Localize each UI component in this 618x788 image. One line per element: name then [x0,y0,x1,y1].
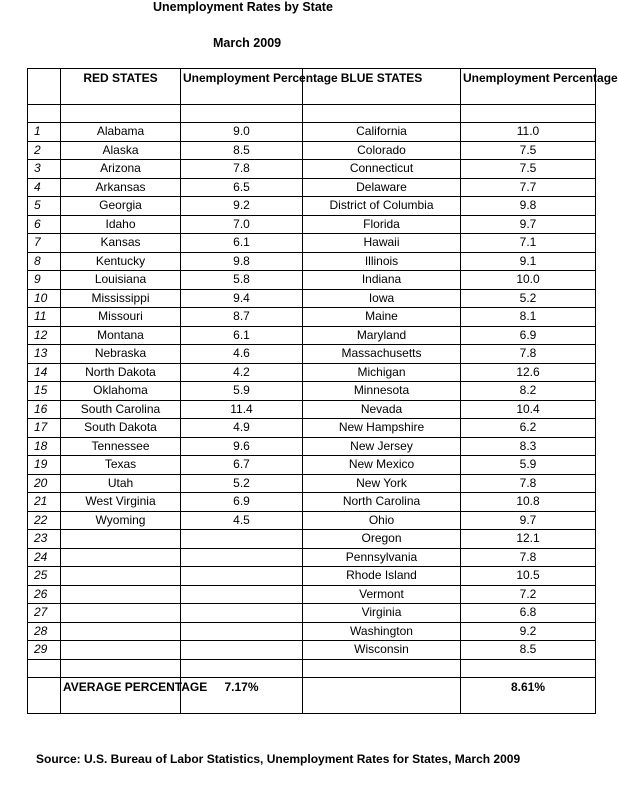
blue-state-rate: 11.0 [461,123,596,142]
table-row [28,585,596,604]
blue-state-name: Rhode Island [303,567,461,586]
red-state-name: North Dakota [61,363,181,382]
table-row [28,308,596,327]
red-state-name: Arizona [61,160,181,179]
row-number: 28 [28,622,61,641]
red-state-name: Kentucky [61,252,181,271]
red-state-name: Georgia [61,197,181,216]
blue-state-name: New Jersey [303,437,461,456]
row-number: 11 [28,308,61,327]
table-row [28,493,596,512]
red-state-rate: 9.8 [181,252,303,271]
table-row [28,141,596,160]
average-num [28,677,61,713]
table-row [28,567,596,586]
row-number: 26 [28,585,61,604]
red-state-name: Idaho [61,215,181,234]
table-row [28,400,596,419]
blue-state-rate: 5.9 [461,456,596,475]
header-red-pct: Unemployment Percentage [181,69,303,105]
blue-state-rate: 8.2 [461,382,596,401]
blue-state-name: Maryland [303,326,461,345]
row-number: 7 [28,234,61,253]
row-number: 8 [28,252,61,271]
table-row [28,215,596,234]
blue-state-rate: 7.2 [461,585,596,604]
blue-state-name: Illinois [303,252,461,271]
blue-state-rate: 7.8 [461,548,596,567]
red-state-rate: 8.5 [181,141,303,160]
red-state-name: South Carolina [61,400,181,419]
header-row [28,69,596,105]
table-row [28,456,596,475]
red-state-rate: 4.6 [181,345,303,364]
blue-state-rate: 7.8 [461,474,596,493]
blue-state-rate: 7.5 [461,160,596,179]
red-state-name: Utah [61,474,181,493]
average-blue-label [303,677,461,713]
row-number: 10 [28,289,61,308]
red-state-rate: 4.2 [181,363,303,382]
blue-state-name: Maine [303,308,461,327]
blue-state-name: Iowa [303,289,461,308]
red-state-name [61,567,181,586]
table-row [28,345,596,364]
table-row [28,160,596,179]
row-number: 27 [28,604,61,623]
table-row [28,234,596,253]
red-state-rate: 6.1 [181,234,303,253]
table-row [28,252,596,271]
table-row [28,382,596,401]
table-row [28,511,596,530]
blue-state-name: District of Columbia [303,197,461,216]
blue-state-name: Vermont [303,585,461,604]
blue-state-name: Washington [303,622,461,641]
blue-state-rate: 6.9 [461,326,596,345]
red-state-rate: 6.7 [181,456,303,475]
blue-state-rate: 5.2 [461,289,596,308]
row-number: 4 [28,178,61,197]
red-state-rate: 6.9 [181,493,303,512]
red-state-name: Alabama [61,123,181,142]
red-state-rate [181,604,303,623]
red-state-name: Tennessee [61,437,181,456]
red-state-name [61,641,181,660]
row-number: 2 [28,141,61,160]
red-state-rate: 7.8 [181,160,303,179]
blue-state-rate: 10.4 [461,400,596,419]
blue-state-rate: 9.7 [461,511,596,530]
blue-state-name: New Hampshire [303,419,461,438]
row-number: 25 [28,567,61,586]
blue-state-name: Colorado [303,141,461,160]
row-number: 18 [28,437,61,456]
table-row [28,197,596,216]
red-state-name: Oklahoma [61,382,181,401]
table-row [28,363,596,382]
blue-state-rate: 12.6 [461,363,596,382]
red-state-name: Texas [61,456,181,475]
blue-state-rate: 7.5 [461,141,596,160]
red-state-name: Arkansas [61,178,181,197]
blue-state-name: Virginia [303,604,461,623]
red-state-name: Nebraska [61,345,181,364]
unemployment-table [27,68,618,714]
row-number: 3 [28,160,61,179]
average-row [28,677,596,713]
table-row [28,641,596,660]
red-state-rate: 4.9 [181,419,303,438]
blue-state-name: Minnesota [303,382,461,401]
red-state-rate [181,622,303,641]
table-row [28,530,596,549]
table-row [28,271,596,290]
red-state-rate [181,567,303,586]
row-number: 14 [28,363,61,382]
table-row [28,437,596,456]
blue-state-name: New Mexico [303,456,461,475]
blue-state-name: Florida [303,215,461,234]
blue-state-rate: 9.1 [461,252,596,271]
blue-state-rate: 7.1 [461,234,596,253]
red-state-name: Louisiana [61,271,181,290]
row-number: 22 [28,511,61,530]
average-red-pct: 7.17% [181,677,303,713]
blue-state-name: Nevada [303,400,461,419]
blue-state-rate: 6.8 [461,604,596,623]
row-number: 5 [28,197,61,216]
red-state-name: Missouri [61,308,181,327]
red-state-name [61,548,181,567]
header-num [28,69,61,105]
red-state-name: Alaska [61,141,181,160]
row-number: 13 [28,345,61,364]
row-number: 6 [28,215,61,234]
red-state-name [61,585,181,604]
blue-state-name: Wisconsin [303,641,461,660]
red-state-name: Kansas [61,234,181,253]
blue-state-rate: 10.0 [461,271,596,290]
blue-state-rate: 8.1 [461,308,596,327]
blue-state-name: Indiana [303,271,461,290]
table-row [28,604,596,623]
red-state-rate [181,585,303,604]
table-row [28,548,596,567]
row-number: 1 [28,123,61,142]
red-state-rate: 9.6 [181,437,303,456]
row-number: 29 [28,641,61,660]
blue-state-rate: 12.1 [461,530,596,549]
table-row [28,622,596,641]
table-row [28,123,596,142]
red-state-name: South Dakota [61,419,181,438]
red-state-rate: 5.8 [181,271,303,290]
red-state-name: Wyoming [61,511,181,530]
blue-state-rate: 10.8 [461,493,596,512]
red-state-name: Montana [61,326,181,345]
row-number: 16 [28,400,61,419]
blue-state-name: Michigan [303,363,461,382]
spacer-row [28,105,596,123]
page-subtitle: March 2009 [213,36,282,50]
red-state-rate [181,530,303,549]
red-state-name: Mississippi [61,289,181,308]
header-blue-states: BLUE STATES [303,69,461,105]
page-title: Unemployment Rates by State [153,0,333,14]
blue-state-name: Delaware [303,178,461,197]
blue-state-name: Pennsylvania [303,548,461,567]
red-state-rate: 8.7 [181,308,303,327]
blue-state-name: California [303,123,461,142]
row-number: 24 [28,548,61,567]
blue-state-name: Connecticut [303,160,461,179]
red-state-rate: 11.4 [181,400,303,419]
row-number: 17 [28,419,61,438]
red-state-rate: 9.4 [181,289,303,308]
blue-state-rate: 9.7 [461,215,596,234]
row-number: 19 [28,456,61,475]
red-state-rate: 5.2 [181,474,303,493]
red-state-rate: 5.9 [181,382,303,401]
blue-state-rate: 9.2 [461,622,596,641]
row-number: 15 [28,382,61,401]
header-blue-pct: Unemployment Percentage [461,69,596,105]
blue-state-name: Ohio [303,511,461,530]
row-number: 20 [28,474,61,493]
table-row [28,474,596,493]
average-label: AVERAGE PERCENTAGE [61,677,181,713]
red-state-name [61,530,181,549]
blue-state-name: North Carolina [303,493,461,512]
blue-state-name: Hawaii [303,234,461,253]
red-state-rate: 6.5 [181,178,303,197]
blue-state-name: Massachusetts [303,345,461,364]
average-blue-pct: 8.61% [461,677,596,713]
row-number: 23 [28,530,61,549]
table-row [28,178,596,197]
red-state-rate: 9.0 [181,123,303,142]
red-state-name [61,622,181,641]
red-state-rate: 6.1 [181,326,303,345]
blue-state-name: Oregon [303,530,461,549]
red-state-rate [181,548,303,567]
row-number: 21 [28,493,61,512]
row-number: 12 [28,326,61,345]
blue-state-rate: 8.3 [461,437,596,456]
table-row [28,326,596,345]
spacer-row [28,659,596,677]
source-note: Source: U.S. Bureau of Labor Statistics, Unemployment Rates for States, March 2009 [36,752,521,766]
blue-state-rate: 6.2 [461,419,596,438]
table-row [28,289,596,308]
blue-state-rate: 7.7 [461,178,596,197]
red-state-name: West Virginia [61,493,181,512]
red-state-rate: 4.5 [181,511,303,530]
red-state-rate [181,641,303,660]
blue-state-rate: 9.8 [461,197,596,216]
red-state-rate: 9.2 [181,197,303,216]
table-row [28,419,596,438]
blue-state-rate: 8.5 [461,641,596,660]
blue-state-name: New York [303,474,461,493]
red-state-name [61,604,181,623]
blue-state-rate: 7.8 [461,345,596,364]
red-state-rate: 7.0 [181,215,303,234]
row-number: 9 [28,271,61,290]
header-red-states: RED STATES [61,69,181,105]
blue-state-rate: 10.5 [461,567,596,586]
